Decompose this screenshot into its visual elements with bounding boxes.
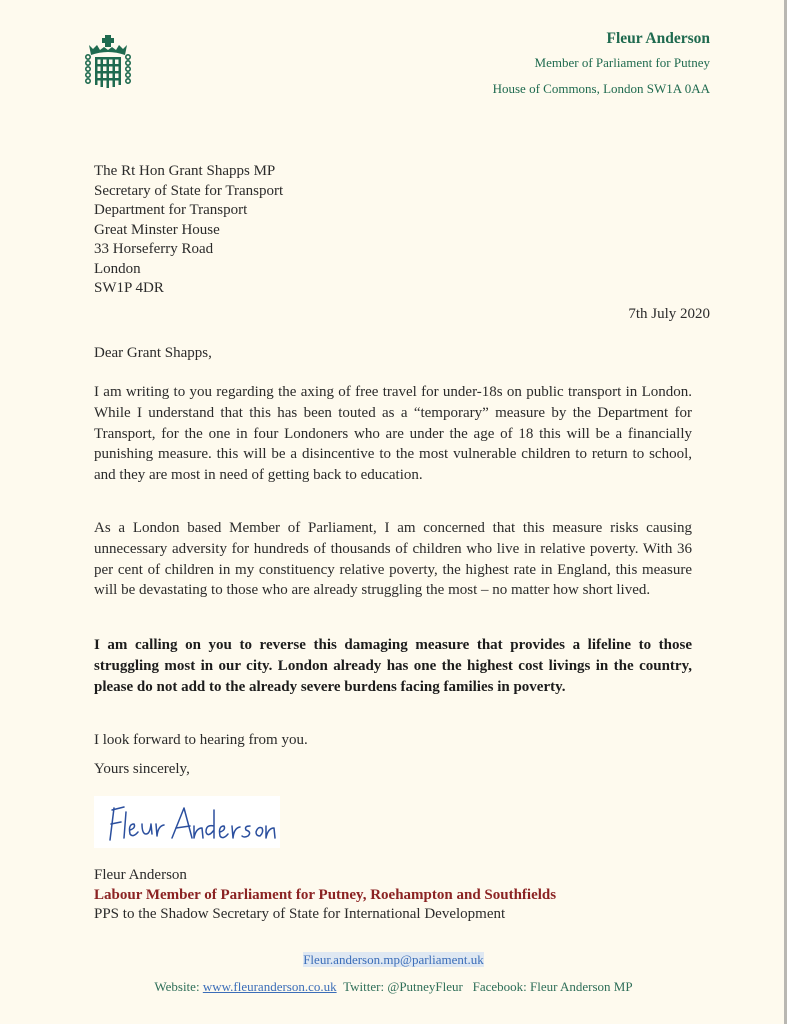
signature-block <box>94 866 556 925</box>
paragraph: As a London based Member of Parliament, I am concerned that this measure risks causing unnecessary adversity for hundreds of thousands of children who live in relative poverty. With 36 per cent of children in my constituency relative poverty, the highest rate in England, this measure will be devastating to those who are already struggling the most – no matter how short lived. <box>94 520 692 599</box>
recipient-line: Department for Transport <box>94 202 248 218</box>
letterhead-name: Fleur Anderson <box>606 30 710 47</box>
sign-off: Yours sincerely, <box>94 761 190 777</box>
letterhead <box>493 28 710 102</box>
paragraph: I am writing to you regarding the axing of free travel for under-18s on public transport in London. While I understand that this has been touted as a “temporary” measure by the Department for Transport, for the one in four Londoners who are under the age of 18 this will be a financially punishing measure. this will be a disincentive to the most vulnerable children to return to school, and they are most in need of getting back to education. <box>94 384 692 484</box>
handwritten-signature <box>94 796 280 848</box>
footer-contact-line <box>0 979 787 995</box>
letterhead-role: Member of Parliament for Putney <box>534 55 710 70</box>
recipient-line: Great Minster House <box>94 221 220 238</box>
salutation: Dear Grant Shapps, <box>94 345 212 361</box>
facebook-page: Facebook: Fleur Anderson MP <box>472 979 633 994</box>
signatory-role: PPS to the Shadow Secretary of State for International Development <box>94 906 506 922</box>
closing-line: I look forward to hearing from you. <box>94 732 308 748</box>
email-link[interactable]: Fleur.anderson.mp@parliament.uk <box>303 952 484 967</box>
recipient-line: 33 Horseferry Road <box>94 241 214 257</box>
recipient-line: SW1P 4DR <box>94 280 164 296</box>
recipient-address <box>94 162 283 299</box>
letterhead-address: House of Commons, London SW1A 0AA <box>492 81 710 96</box>
twitter-handle: Twitter: @PutneyFleur <box>343 979 463 994</box>
recipient-line: The Rt Hon Grant Shapps MP <box>94 163 276 179</box>
website-label: Website: <box>154 979 200 994</box>
signatory-title: Labour Member of Parliament for Putney, Roehampton and Southfields <box>94 886 557 903</box>
recipient-line: Secretary of State for Transport <box>94 182 284 199</box>
letter-date: 7th July 2020 <box>628 306 710 322</box>
portcullis-crest-icon <box>83 35 133 95</box>
recipient-line: London <box>94 260 141 277</box>
signatory-name: Fleur Anderson <box>94 867 187 883</box>
website-link[interactable]: www.fleuranderson.co.uk <box>202 979 337 994</box>
paragraph-bold: I am calling on you to reverse this damaging measure that provides a lifeline to those struggling most in our city. London already has one the highest cost livings in the country, please do not add to the already severe burdens facing families in poverty. <box>94 637 692 695</box>
footer-email-line <box>0 952 787 968</box>
